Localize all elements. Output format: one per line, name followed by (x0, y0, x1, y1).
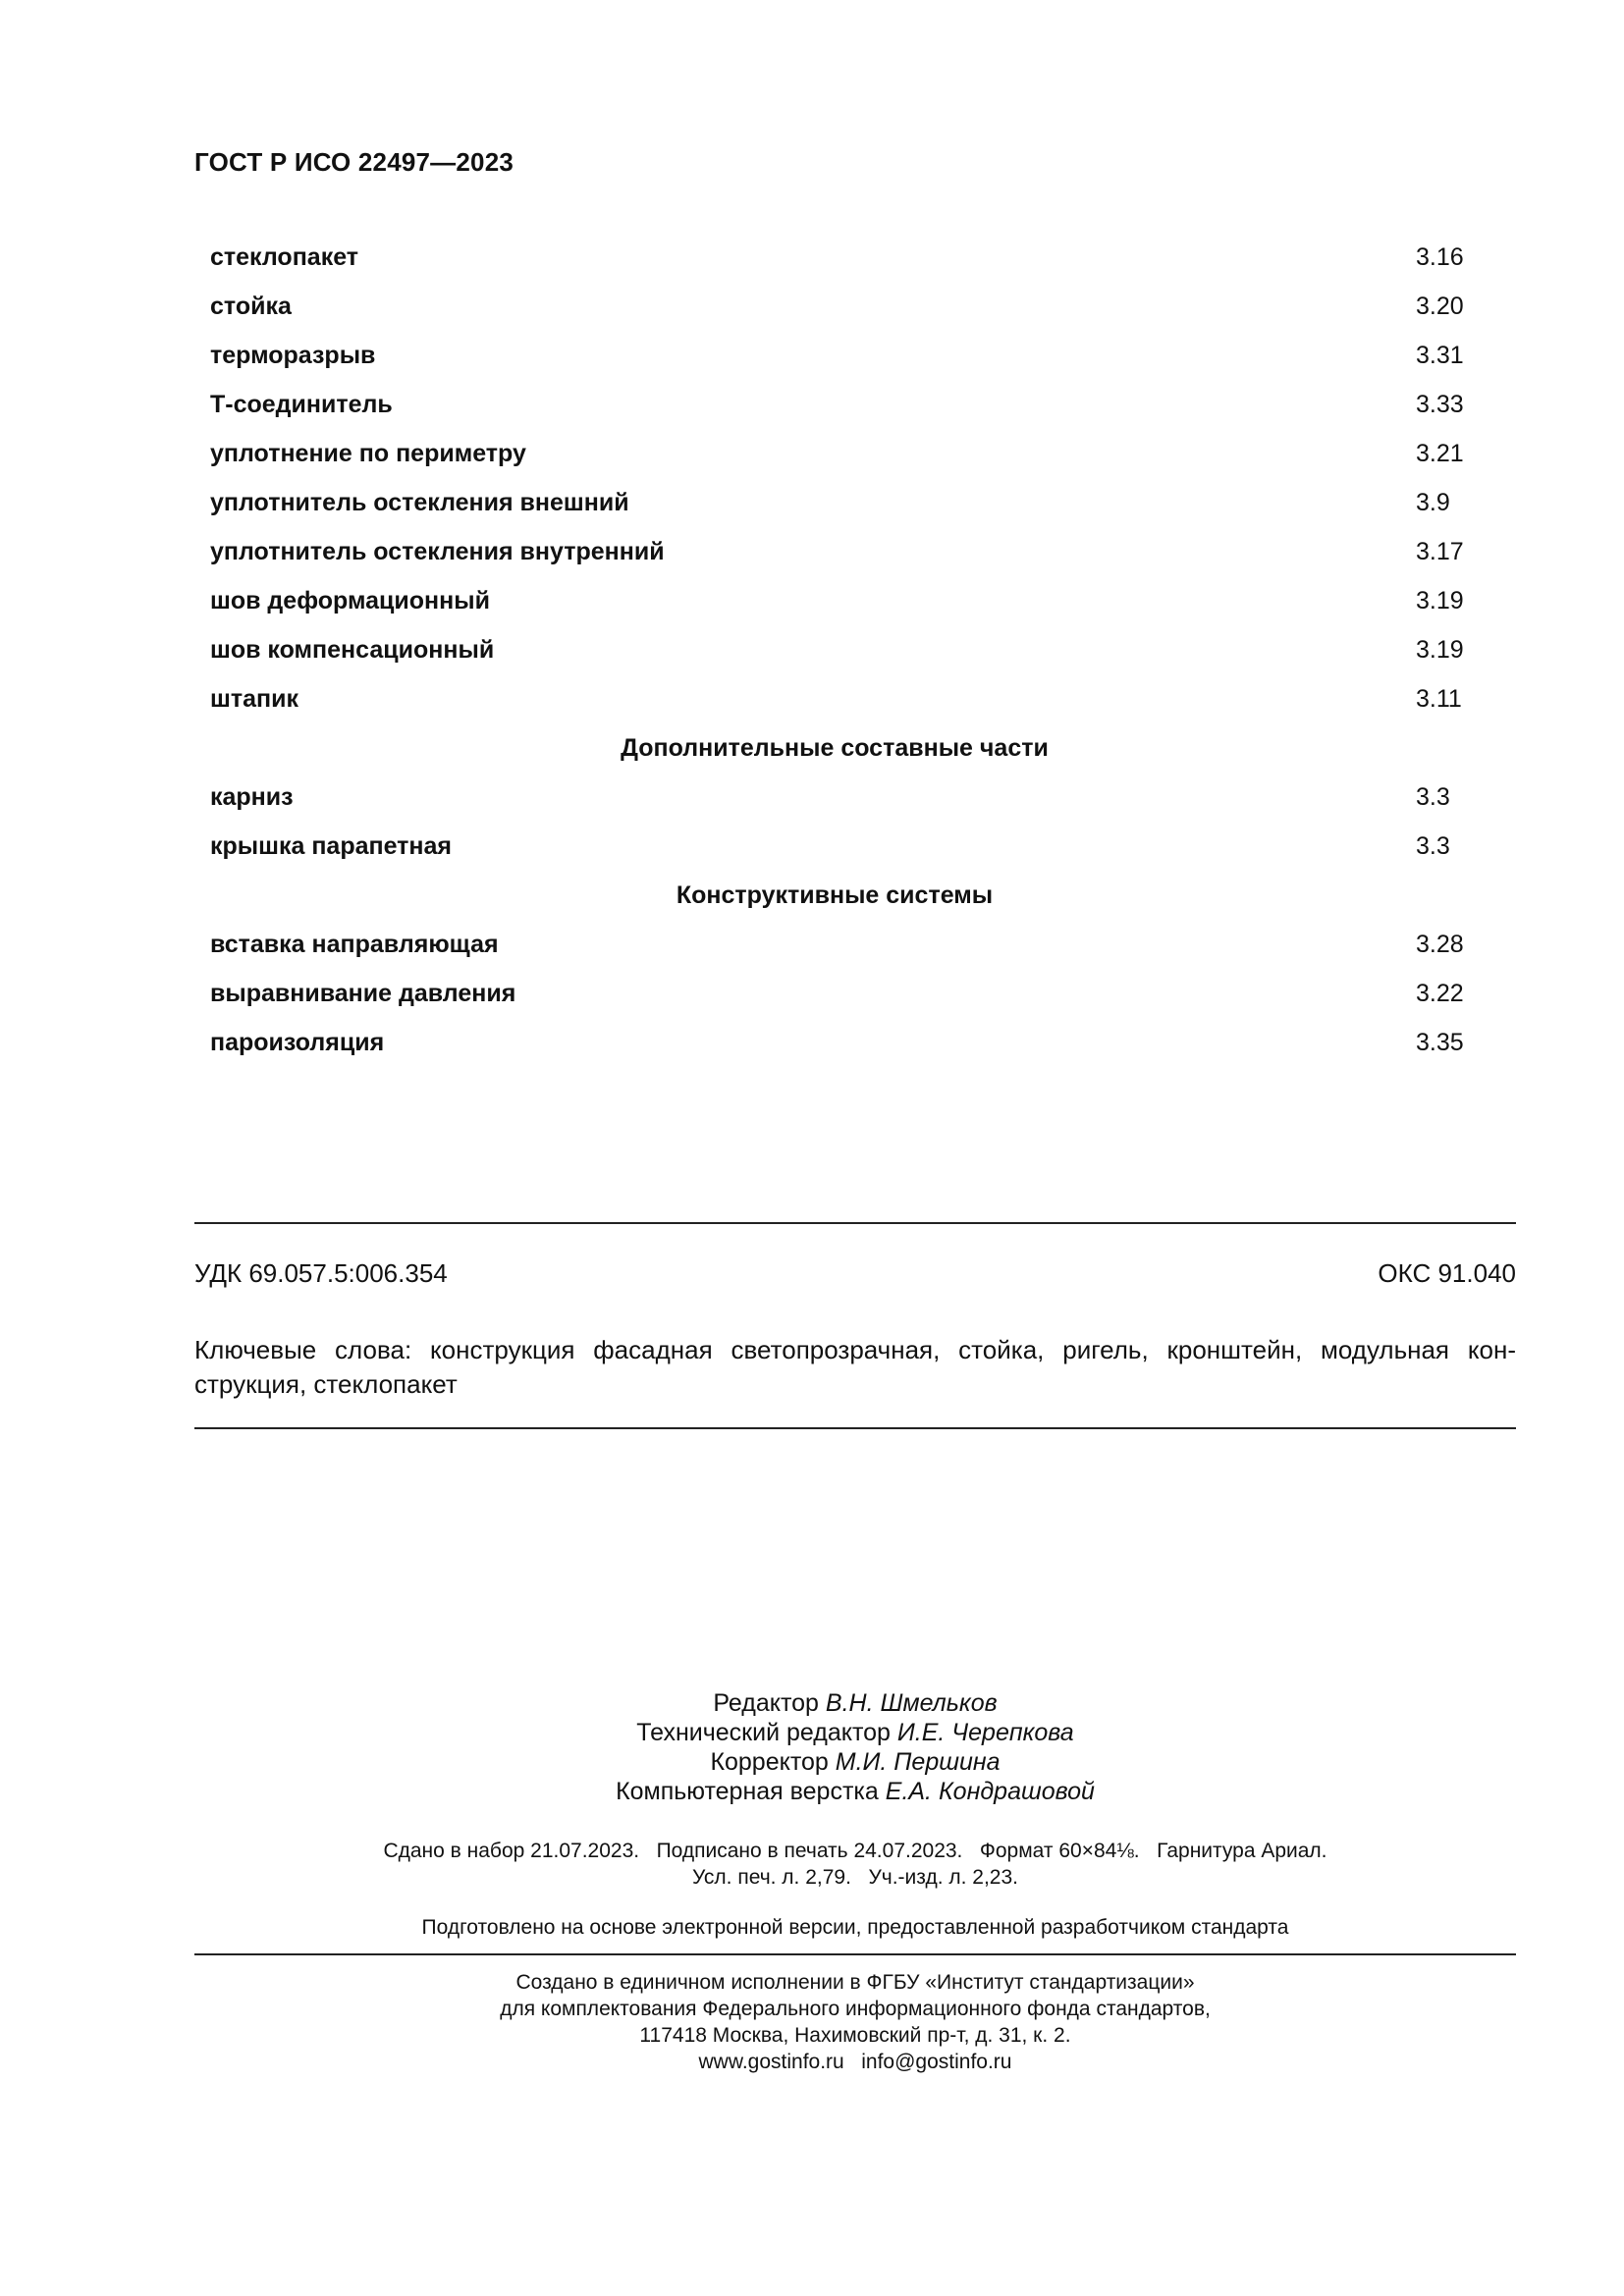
credit-role: Редактор (713, 1689, 819, 1717)
index-ref: 3.19 (1416, 636, 1464, 664)
index-row (210, 927, 1467, 976)
index-term: карниз (210, 783, 294, 811)
document-code-header: ГОСТ Р ИСО 22497—2023 (194, 147, 514, 177)
index-term: уплотнитель остекления внешний (210, 489, 629, 516)
index-row (210, 338, 1467, 387)
index-ref: 3.11 (1416, 685, 1462, 713)
index-ref: 3.20 (1416, 293, 1464, 320)
publisher-line: Создано в единичном исполнении в ФГБУ «Институт стандартизации» (515, 1971, 1195, 1994)
index-ref: 3.16 (1416, 243, 1464, 271)
divider-rule (194, 1427, 1516, 1429)
index-term: стойка (210, 293, 292, 320)
index-row (210, 583, 1467, 632)
index-row (210, 1025, 1467, 1074)
publisher-address: 117418 Москва, Нахимовский пр-т, д. 31, к. 2. (639, 2024, 1071, 2047)
credit-line (194, 1718, 1516, 1747)
index-row (210, 632, 1467, 681)
index-ref: 3.31 (1416, 342, 1464, 369)
credit-name: И.Е. Черепкова (896, 1719, 1074, 1746)
index-ref: 3.9 (1416, 489, 1450, 516)
index-row (210, 387, 1467, 436)
index-ref: 3.17 (1416, 538, 1464, 565)
index-row (210, 240, 1467, 289)
index-row (210, 976, 1467, 1025)
index-term: штапик (210, 685, 298, 713)
index-ref: 3.28 (1416, 931, 1464, 958)
divider-rule (194, 1222, 1516, 1224)
email-link[interactable]: info@gostinfo.ru (861, 2051, 1012, 2073)
publisher-contacts (194, 2049, 1516, 2075)
index-ref: 3.19 (1416, 587, 1464, 614)
term-index (210, 240, 1467, 1074)
index-term: Т-соединитель (210, 391, 393, 418)
index-section-heading (210, 878, 1467, 927)
credit-name: Е.А. Кондрашовой (885, 1778, 1095, 1805)
website-link[interactable]: www.gostinfo.ru (698, 2051, 844, 2073)
index-ref: 3.33 (1416, 391, 1464, 418)
print-imprint (194, 1838, 1516, 1891)
index-ref: 3.22 (1416, 980, 1464, 1007)
credit-line (194, 1688, 1516, 1718)
index-term: пароизоляция (210, 1029, 385, 1056)
index-row (210, 779, 1467, 828)
oks-code: ОКС 91.040 (1378, 1258, 1516, 1288)
publisher-info (194, 1969, 1516, 2075)
credit-role: Корректор (710, 1748, 829, 1776)
index-ref: 3.3 (1416, 832, 1450, 860)
index-term: крышка парапетная (210, 832, 453, 860)
index-term: вставка направляющая (210, 931, 499, 958)
index-section-heading (210, 730, 1467, 779)
credit-line (194, 1747, 1516, 1777)
index-row (210, 828, 1467, 878)
credit-name: В.Н. Шмельков (825, 1689, 998, 1717)
imprint-line: Усл. печ. л. 2,79. Уч.-изд. л. 2,23. (691, 1866, 1018, 1889)
index-ref: 3.21 (1416, 440, 1464, 467)
section-title: Конструктивные системы (676, 881, 994, 909)
credit-line (194, 1777, 1516, 1806)
prepared-note: Подготовлено на основе электронной версии, предоставленной разработчиком стандарта (421, 1916, 1289, 1939)
udk-code: УДК 69.057.5:006.354 (194, 1258, 448, 1288)
imprint-line: Сдано в набор 21.07.2023. Подписано в печать 24.07.2023. Формат 60×84⅛. Гарнитура Ариал. (383, 1840, 1327, 1862)
index-term: шов компенсационный (210, 636, 495, 664)
index-term: уплотнение по периметру (210, 440, 526, 467)
index-term: стеклопакет (210, 243, 359, 271)
credit-role: Компьютерная верстка (616, 1778, 879, 1805)
section-title: Дополнительные составные части (621, 734, 1049, 762)
index-ref: 3.35 (1416, 1029, 1464, 1056)
credit-name: М.И. Першина (835, 1748, 1001, 1776)
keywords-paragraph: Ключевые слова: конструкция фасадная светопрозрачная, стойка, ригель, кронштейн, модульная кон-струкция, стеклопакет (194, 1335, 1516, 1399)
index-row (210, 436, 1467, 485)
index-term: выравнивание давления (210, 980, 516, 1007)
index-row (210, 681, 1467, 730)
index-ref: 3.3 (1416, 783, 1450, 811)
credit-role: Технический редактор (636, 1719, 891, 1746)
index-term: терморазрыв (210, 342, 376, 369)
index-row (210, 485, 1467, 534)
index-row (210, 534, 1467, 583)
index-term: шов деформационный (210, 587, 490, 614)
publisher-line: для комплектования Федерального информационного фонда стандартов, (500, 1998, 1211, 2020)
index-row (210, 289, 1467, 338)
index-term: уплотнитель остекления внутренний (210, 538, 665, 565)
divider-rule (194, 1953, 1516, 1955)
editorial-credits (194, 1688, 1516, 1806)
